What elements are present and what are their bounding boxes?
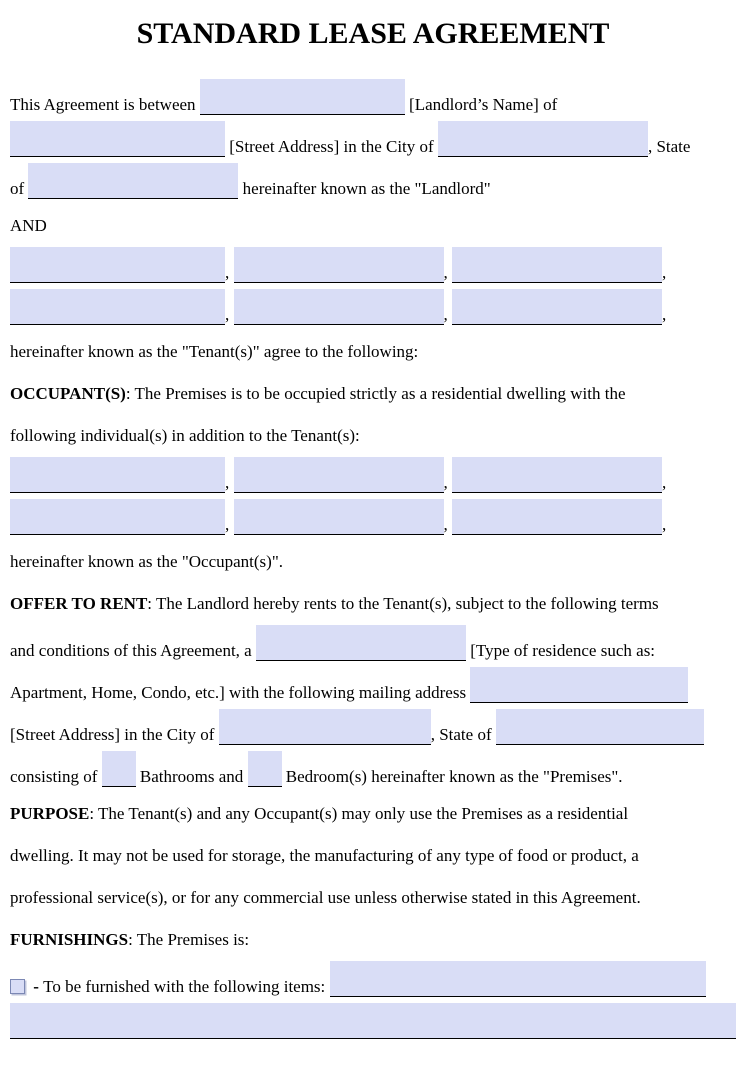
furnished-items-continued-field[interactable] [10, 1003, 736, 1039]
premises-state-field[interactable] [496, 709, 704, 745]
text-run: PURPOSE [10, 804, 90, 823]
document-title: STANDARD LEASE AGREEMENT [136, 17, 610, 50]
text-run: : The Premises is: [128, 930, 250, 949]
text-run: , [225, 305, 234, 324]
document-line [10, 667, 738, 709]
text-run: , [225, 515, 234, 534]
occupant-name-field-1[interactable] [10, 457, 225, 493]
text-run: : The Premises is to be occupied strictly as a residential dwelling with the [125, 384, 626, 403]
tenant-name-field-1[interactable] [10, 247, 225, 283]
document-line [10, 163, 738, 205]
document-line [10, 415, 738, 457]
document-line [10, 373, 738, 415]
text-run: , [662, 305, 667, 324]
text-run: , [443, 305, 452, 324]
document-line [10, 1003, 738, 1045]
landlord-street-address-field[interactable] [10, 121, 225, 157]
text-run: OFFER TO RENT [10, 594, 148, 613]
text-run: , [443, 515, 452, 534]
document-line [10, 331, 738, 373]
text-run: - [29, 977, 44, 996]
text-run: [Landlord’s Name] of [404, 95, 558, 114]
occupant-name-field-4[interactable] [10, 499, 225, 535]
text-run: Apartment, Home, Condo, etc.] with the following mailing address [10, 683, 471, 702]
document-line [10, 583, 738, 625]
text-run: This Agreement is between [10, 95, 200, 114]
text-run: AND [10, 216, 47, 235]
tenant-name-field-3[interactable] [452, 247, 662, 283]
text-run: [Street Address] in the City of [225, 137, 438, 156]
text-run: dwelling. It may not be used for storage, the manufacturing of any type of food or product, a [10, 846, 639, 865]
landlord-city-field[interactable] [438, 121, 648, 157]
occupant-name-field-2[interactable] [234, 457, 444, 493]
document-line [10, 457, 738, 499]
document-line [10, 877, 738, 919]
tenant-name-field-2[interactable] [234, 247, 444, 283]
mailing-address-field[interactable] [470, 667, 688, 703]
text-run: [Type of residence such as: [465, 641, 656, 660]
text-run: professional service(s), or for any commercial use unless otherwise stated in this Agreement. [10, 888, 641, 907]
document-line [10, 751, 738, 793]
document-line [10, 709, 738, 751]
text-run: , State of [430, 725, 496, 744]
document-line [10, 541, 738, 583]
text-run: hereinafter known as the "Tenant(s)" agree to the following: [10, 342, 419, 361]
occupant-name-field-5[interactable] [234, 499, 444, 535]
text-run: , State [647, 137, 691, 156]
bathrooms-count-field[interactable] [102, 751, 136, 787]
document-line [10, 499, 738, 541]
tenant-name-field-4[interactable] [10, 289, 225, 325]
document-line [10, 919, 738, 961]
text-run: , [225, 473, 234, 492]
text-run: of [10, 179, 29, 198]
premises-city-field[interactable] [219, 709, 431, 745]
document-line [10, 205, 738, 247]
document-line [10, 961, 738, 1003]
document-line [10, 289, 738, 331]
text-run: , [443, 473, 452, 492]
text-run: Bedroom(s) hereinafter known as the "Premises". [281, 767, 623, 786]
text-run: , [662, 473, 667, 492]
text-run: , [662, 515, 667, 534]
text-run: OCCUPANT(S) [10, 384, 126, 403]
text-run: , [662, 263, 667, 282]
furnished-items-field[interactable] [330, 961, 706, 997]
text-run: hereinafter known as the "Occupant(s)". [10, 552, 284, 571]
text-run: : The Tenant(s) and any Occupant(s) may only use the Premises as a residential [89, 804, 629, 823]
text-run: Bathrooms and [135, 767, 248, 786]
document-line [10, 835, 738, 877]
document-body [0, 79, 746, 1045]
document-line [10, 121, 738, 163]
landlord-name-field[interactable] [200, 79, 405, 115]
furnished-checkbox[interactable] [10, 979, 25, 994]
text-run: [Street Address] in the City of [10, 725, 219, 744]
landlord-state-field[interactable] [28, 163, 238, 199]
occupant-name-field-6[interactable] [452, 499, 662, 535]
document-line [10, 625, 738, 667]
text-run: hereinafter known as the "Landlord" [238, 179, 491, 198]
document-line [10, 247, 738, 289]
document-line [10, 793, 738, 835]
text-run: consisting of [10, 767, 102, 786]
text-run: To be furnished with the following items: [43, 977, 330, 996]
text-run: and conditions of this Agreement, a [10, 641, 256, 660]
text-run: following individual(s) in addition to the Tenant(s): [10, 426, 360, 445]
residence-type-field[interactable] [256, 625, 466, 661]
text-run: : The Landlord hereby rents to the Tenant(s), subject to the following terms [147, 594, 659, 613]
occupant-name-field-3[interactable] [452, 457, 662, 493]
text-run: FURNISHINGS [10, 930, 129, 949]
text-run: , [443, 263, 452, 282]
document-line [10, 79, 738, 121]
text-run: , [225, 263, 234, 282]
tenant-name-field-5[interactable] [234, 289, 444, 325]
tenant-name-field-6[interactable] [452, 289, 662, 325]
bedrooms-count-field[interactable] [248, 751, 282, 787]
